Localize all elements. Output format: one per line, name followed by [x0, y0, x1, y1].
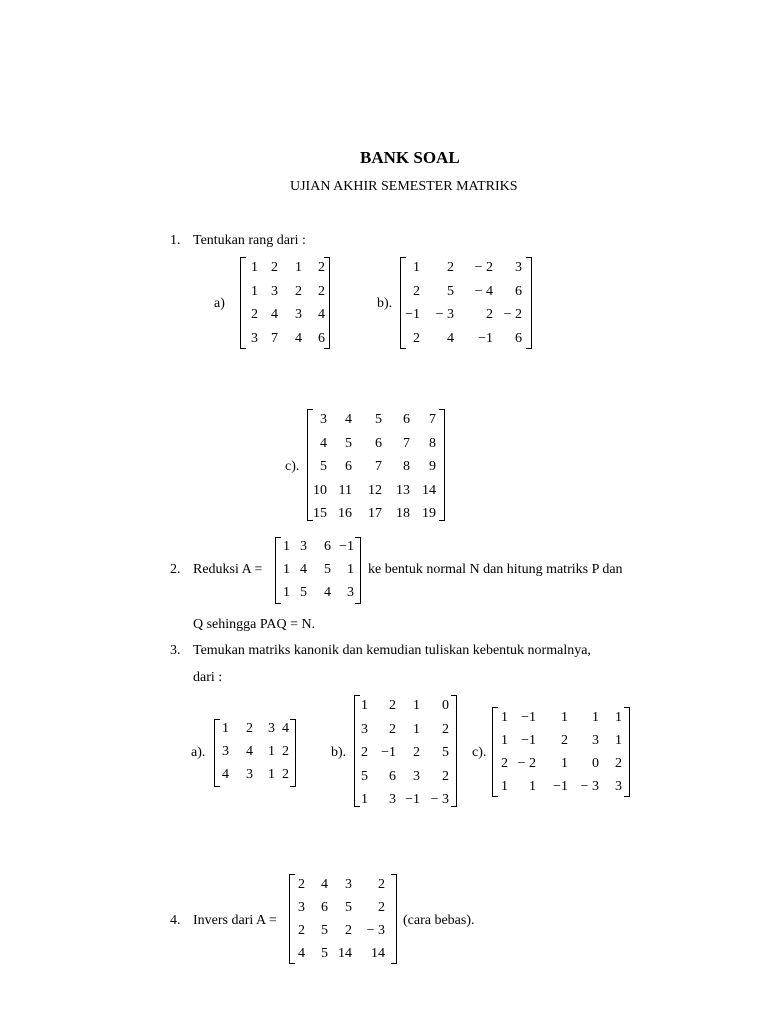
matrix-cell: 2 [413, 283, 420, 299]
matrix-cell: 4 [318, 307, 325, 322]
matrix-cell: 1 [615, 733, 622, 748]
q3-line2: dari : [193, 670, 223, 685]
matrix-cell: 3 [268, 721, 275, 736]
matrix-cell: − 4 [474, 283, 493, 299]
matrix-cell: 5 [442, 745, 449, 760]
matrix-cell: 6 [515, 330, 522, 346]
matrix-cell: 1 [295, 260, 302, 275]
q1-matrix-c [307, 409, 445, 521]
matrix-cell: 15 [313, 506, 327, 521]
matrix-cell: 3 [222, 744, 229, 759]
matrix-cell: 1 [413, 260, 420, 275]
matrix-cell: 2 [271, 260, 278, 275]
matrix-cell: 1 [615, 710, 622, 725]
matrix-cell: −1 [553, 779, 568, 794]
matrix-cell: 5 [324, 562, 331, 577]
matrix-cell: 2 [378, 900, 385, 915]
q1-text: Tentukan rang dari : [193, 233, 306, 248]
matrix-cell: 5 [375, 412, 382, 427]
q4-number: 4. [170, 913, 181, 928]
matrix-cell: 7 [403, 435, 410, 451]
matrix-cell: 1 [501, 710, 508, 725]
q3-number: 3. [170, 643, 181, 658]
q3-matrix-a [214, 719, 296, 787]
q2-number: 2. [170, 562, 181, 577]
matrix-cell: 3 [246, 767, 253, 782]
matrix-cell: 1 [361, 698, 368, 713]
matrix-cell: 5 [447, 283, 454, 299]
matrix-cell: 2 [389, 721, 396, 737]
matrix-cell: 2 [295, 283, 302, 299]
matrix-cell: 3 [413, 768, 420, 784]
matrix-cell: 2 [447, 260, 454, 275]
matrix-cell: 1 [283, 562, 290, 577]
matrix-cell: 14 [371, 946, 385, 961]
matrix-cell: 14 [422, 482, 436, 498]
matrix-cell: − 2 [517, 756, 536, 771]
matrix-cell: 2 [378, 877, 385, 892]
matrix-cell: 1 [283, 539, 290, 554]
matrix-cell: 1 [268, 767, 275, 782]
matrix-cell: 2 [501, 756, 508, 771]
matrix-cell: 6 [389, 768, 396, 784]
matrix-cell: −1 [521, 733, 536, 748]
matrix-cell: 4 [320, 435, 327, 451]
matrix-cell: 4 [447, 330, 454, 346]
matrix-cell: 1 [222, 721, 229, 736]
q4-suffix: (cara bebas). [403, 913, 475, 928]
matrix-cell: −1 [381, 745, 396, 760]
q3-b-label: b). [331, 745, 347, 760]
matrix-cell: 7 [375, 459, 382, 474]
matrix-cell: 2 [298, 923, 305, 938]
q1-matrix-b [400, 257, 532, 349]
matrix-cell: 2 [246, 721, 253, 736]
q3-text: Temukan matriks kanonik dan kemudian tuliskan kebentuk normalnya, [193, 643, 591, 658]
matrix-cell: 3 [271, 283, 278, 299]
matrix-cell: −1 [478, 330, 493, 346]
matrix-cell: 6 [515, 283, 522, 299]
matrix-cell: − 3 [580, 779, 599, 794]
matrix-cell: 0 [442, 698, 449, 713]
matrix-cell: 2 [345, 923, 352, 938]
matrix-cell: 4 [345, 412, 352, 427]
matrix-cell: 3 [300, 539, 307, 554]
q1-a-label: a) [214, 296, 225, 311]
matrix-cell: 1 [283, 585, 290, 600]
matrix-cell: 1 [561, 756, 568, 771]
matrix-cell: 3 [295, 307, 302, 322]
matrix-cell: 4 [222, 767, 229, 782]
q2-line2: Q sehingga PAQ = N. [193, 617, 316, 632]
matrix-cell: 3 [347, 585, 354, 600]
matrix-cell: 2 [615, 756, 622, 771]
matrix-cell: 3 [615, 779, 622, 794]
matrix-cell: 12 [368, 482, 382, 498]
matrix-cell: 1 [251, 260, 258, 275]
q3-a-label: a). [191, 745, 206, 760]
matrix-cell: 0 [592, 756, 599, 771]
q2-matrix [275, 537, 361, 604]
matrix-cell: 16 [338, 506, 352, 521]
q1-matrix-a [240, 257, 330, 349]
matrix-cell: 1 [268, 744, 275, 759]
q2-prefix: Reduksi A = [193, 562, 263, 577]
matrix-cell: 5 [361, 768, 368, 784]
q1-b-label: b). [377, 296, 393, 311]
matrix-cell: 10 [313, 482, 327, 498]
matrix-cell: 2 [442, 768, 449, 784]
page-title: BANK SOAL [360, 148, 460, 167]
matrix-cell: 6 [403, 412, 410, 427]
matrix-cell: − 2 [474, 260, 493, 275]
q4-prefix: Invers dari A = [193, 913, 277, 928]
matrix-cell: − 3 [435, 307, 454, 322]
matrix-cell: 3 [251, 330, 258, 346]
matrix-cell: − 3 [430, 792, 449, 807]
matrix-cell: 5 [321, 946, 328, 961]
matrix-cell: 1 [361, 792, 368, 807]
matrix-cell: 6 [324, 539, 331, 554]
matrix-cell: 2 [318, 283, 325, 299]
q3-matrix-c [492, 707, 630, 797]
matrix-cell: 6 [345, 459, 352, 474]
matrix-cell: 3 [515, 260, 522, 275]
matrix-cell: 1 [413, 721, 420, 737]
matrix-cell: 2 [486, 307, 493, 322]
matrix-cell: 1 [413, 698, 420, 713]
matrix-cell: 7 [271, 330, 278, 346]
matrix-cell: 3 [389, 792, 396, 807]
matrix-cell: 1 [501, 779, 508, 794]
matrix-cell: 2 [561, 733, 568, 748]
matrix-cell: 1 [529, 779, 536, 794]
matrix-cell: 8 [429, 435, 436, 451]
matrix-cell: 8 [403, 459, 410, 474]
matrix-cell: −1 [339, 539, 354, 554]
matrix-cell: 4 [246, 744, 253, 759]
matrix-cell: 6 [375, 435, 382, 451]
matrix-cell: 5 [321, 923, 328, 938]
matrix-cell: 18 [396, 506, 410, 521]
matrix-cell: 5 [300, 585, 307, 600]
matrix-cell: 6 [318, 330, 325, 346]
matrix-cell: 5 [320, 459, 327, 474]
matrix-cell: 1 [592, 710, 599, 725]
matrix-cell: 2 [413, 745, 420, 760]
matrix-cell: 2 [282, 767, 289, 782]
q2-suffix: ke bentuk normal N dan hitung matriks P dan [368, 562, 623, 577]
matrix-cell: 2 [361, 745, 368, 760]
matrix-cell: 2 [282, 744, 289, 759]
matrix-cell: 2 [251, 307, 258, 322]
q3-c-label: c). [472, 745, 487, 760]
matrix-cell: 2 [442, 721, 449, 737]
matrix-cell: −1 [405, 307, 420, 322]
matrix-cell: 6 [321, 900, 328, 915]
matrix-cell: 2 [413, 330, 420, 346]
matrix-cell: 1 [347, 562, 354, 577]
matrix-cell: −1 [405, 792, 420, 807]
matrix-cell: 3 [361, 721, 368, 737]
q1-c-label: c). [285, 459, 300, 474]
matrix-cell: 14 [338, 946, 352, 961]
matrix-cell: 4 [321, 877, 328, 892]
matrix-cell: 1 [251, 283, 258, 299]
q3-matrix-b [354, 695, 457, 807]
matrix-cell: 9 [429, 459, 436, 474]
matrix-cell: 2 [298, 877, 305, 892]
matrix-cell: 7 [429, 412, 436, 427]
matrix-cell: 1 [561, 710, 568, 725]
matrix-cell: 3 [298, 900, 305, 915]
matrix-cell: 4 [271, 307, 278, 322]
matrix-cell: 1 [501, 733, 508, 748]
matrix-cell: 3 [345, 877, 352, 892]
matrix-cell: 2 [389, 698, 396, 713]
matrix-cell: 13 [396, 482, 410, 498]
q4-matrix [289, 874, 397, 964]
matrix-cell: 4 [300, 562, 307, 577]
matrix-cell: 19 [422, 506, 436, 521]
matrix-cell: 17 [368, 506, 382, 521]
matrix-cell: − 2 [503, 307, 522, 322]
matrix-cell: 4 [298, 946, 305, 961]
matrix-cell: 4 [282, 721, 289, 736]
matrix-cell: 5 [345, 900, 352, 915]
matrix-cell: 4 [324, 585, 331, 600]
matrix-cell: −1 [521, 710, 536, 725]
matrix-cell: 4 [295, 330, 302, 346]
matrix-cell: 2 [318, 260, 325, 275]
matrix-cell: 3 [592, 733, 599, 748]
matrix-cell: 3 [320, 412, 327, 427]
q1-number: 1. [170, 233, 181, 248]
page-subtitle: UJIAN AKHIR SEMESTER MATRIKS [290, 179, 518, 194]
matrix-cell: 11 [338, 482, 352, 498]
matrix-cell: − 3 [366, 923, 385, 938]
matrix-cell: 5 [345, 435, 352, 451]
